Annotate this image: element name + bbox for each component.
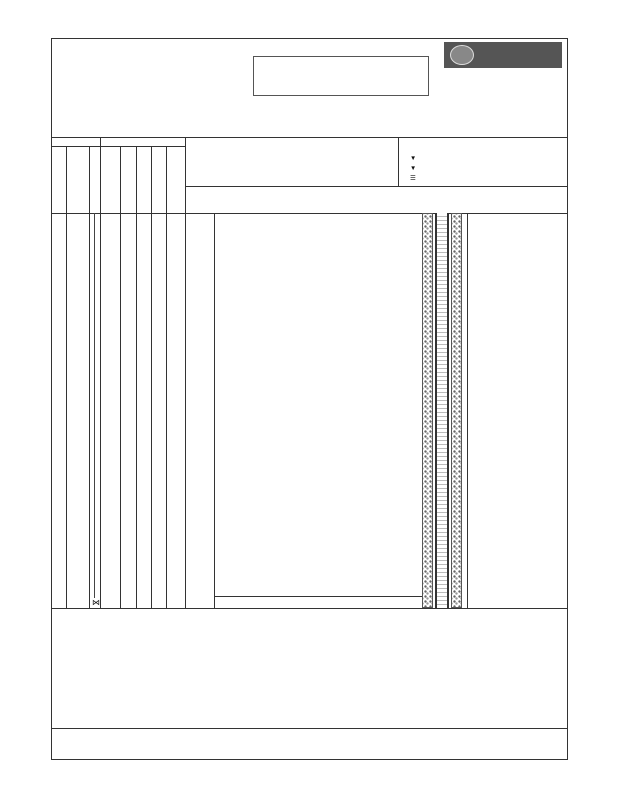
globe-icon: [450, 45, 474, 65]
elevation-axis: [467, 213, 468, 608]
divider: [100, 137, 101, 608]
divider: [51, 213, 568, 214]
borehole-detail: [422, 213, 462, 608]
layer-boundary: [214, 596, 422, 597]
sand-pack-left: [422, 213, 433, 608]
divider: [166, 146, 167, 608]
water-level-icon: ☰: [410, 175, 416, 182]
divider: [120, 146, 121, 608]
divider: [185, 186, 568, 187]
divider: [89, 146, 90, 608]
well-casing: [435, 213, 449, 608]
water-level-icon: ▼: [410, 165, 417, 172]
depth-axis: [214, 213, 215, 608]
divider: [51, 137, 568, 138]
divider: [66, 146, 67, 608]
sample-type-bar: [94, 213, 95, 598]
divider: [136, 146, 137, 608]
divider: [398, 137, 399, 186]
divider: [151, 146, 152, 608]
company-logo: [444, 42, 562, 68]
divider: [51, 608, 568, 609]
divider: [51, 728, 568, 729]
sand-pack-right: [451, 213, 462, 608]
water-level-icon: ▼: [410, 155, 417, 162]
divider: [185, 137, 186, 608]
split-spoon-icon: ⋈: [92, 598, 100, 607]
divider: [51, 146, 185, 147]
contractor-box: [253, 56, 429, 96]
